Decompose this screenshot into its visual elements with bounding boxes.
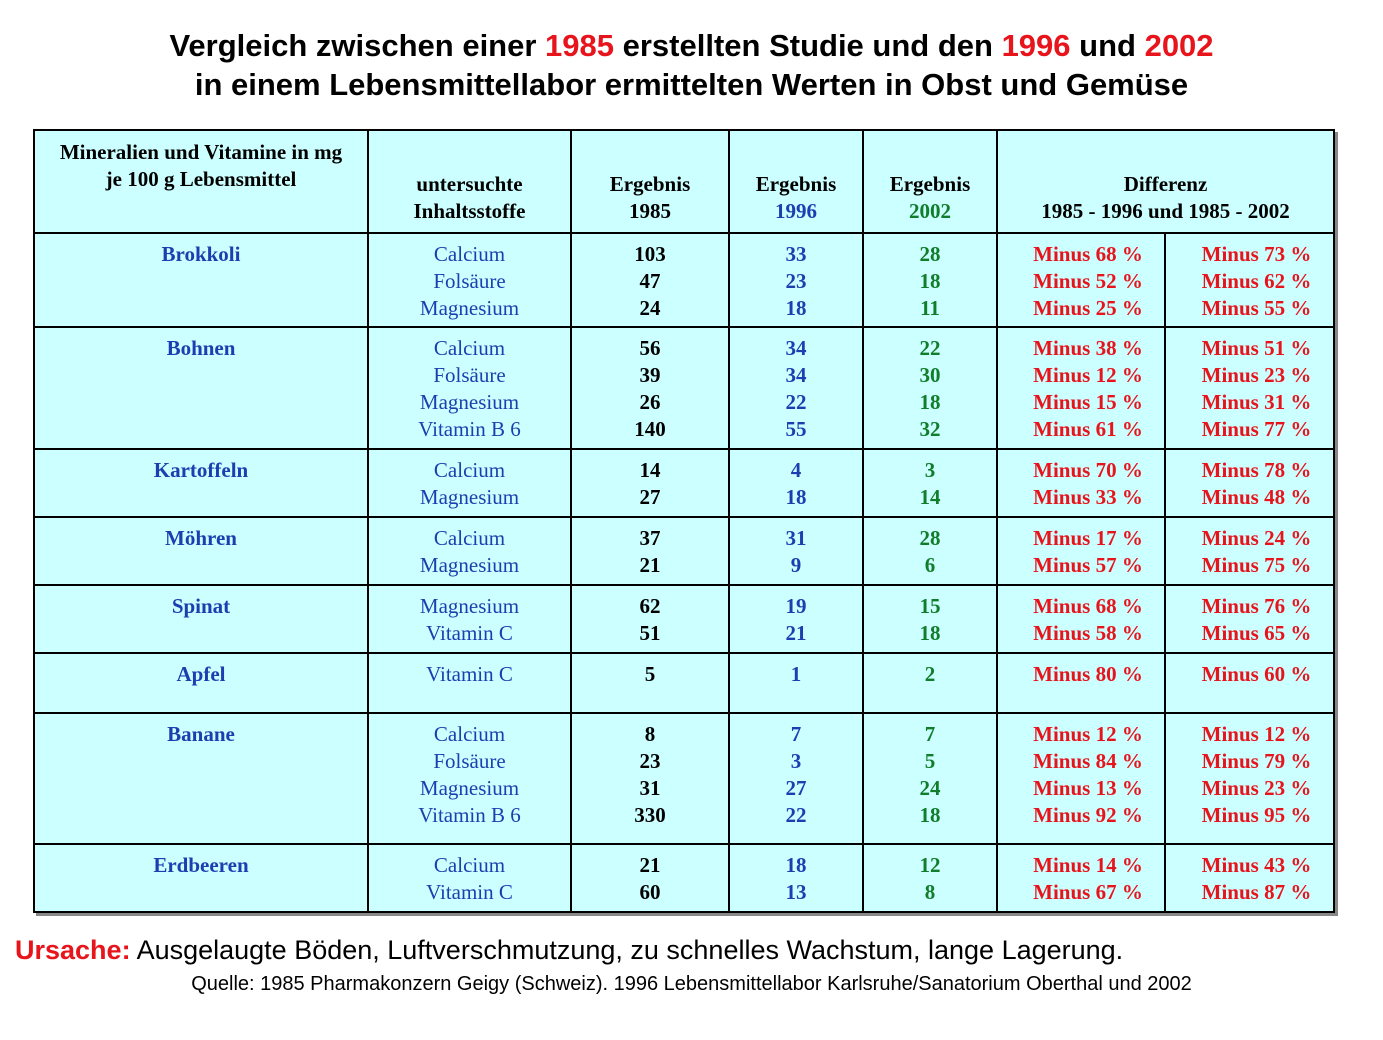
table-row bbox=[34, 517, 1334, 585]
diff-2002-cell bbox=[1165, 233, 1334, 327]
table-row bbox=[34, 233, 1334, 327]
value-1996: 19 bbox=[785, 594, 807, 618]
food-cell bbox=[34, 653, 368, 713]
food-name: Spinat bbox=[171, 594, 231, 618]
diff-1996: Minus 38 % bbox=[1033, 336, 1143, 360]
value-2002: 14 bbox=[919, 485, 941, 509]
title-year-2002: 2002 bbox=[1144, 28, 1214, 63]
value-2002: 12 bbox=[919, 853, 941, 877]
substance: Folsäure bbox=[433, 363, 506, 387]
diff-1996: Minus 80 % bbox=[1033, 662, 1143, 686]
food-cell bbox=[34, 713, 368, 844]
header-year-1985: 1985 bbox=[629, 199, 671, 223]
diff-2002: Minus 51 % bbox=[1201, 336, 1312, 360]
header-nutrients bbox=[34, 130, 368, 233]
table-row bbox=[34, 713, 1334, 844]
value-1985-cell bbox=[571, 233, 729, 327]
diff-1996: Minus 25 % bbox=[1033, 296, 1143, 320]
title-line-2: in einem Lebensmittellabor ermittelten Werten in Obst und Gemüse bbox=[194, 67, 1189, 102]
food-name: Banane bbox=[167, 722, 235, 746]
substance: Vitamin B 6 bbox=[418, 803, 521, 827]
title-text: erstellten Studie und den bbox=[614, 28, 1002, 63]
header-result-label: Ergebnis bbox=[755, 172, 837, 196]
diff-2002: Minus 79 % bbox=[1201, 749, 1312, 773]
value-1996: 34 bbox=[785, 363, 807, 387]
diff-1996: Minus 68 % bbox=[1033, 594, 1143, 618]
diff-2002-cell bbox=[1165, 713, 1334, 844]
value-1996: 18 bbox=[785, 296, 807, 320]
value-2002: 8 bbox=[924, 880, 936, 904]
diff-1996: Minus 57 % bbox=[1033, 553, 1143, 577]
substance: Folsäure bbox=[433, 269, 506, 293]
diff-1996: Minus 70 % bbox=[1033, 458, 1143, 482]
diff-2002-cell bbox=[1165, 449, 1334, 517]
page-title bbox=[0, 26, 1383, 104]
value-1996: 18 bbox=[785, 485, 807, 509]
value-2002-cell bbox=[863, 653, 997, 713]
diff-2002: Minus 55 % bbox=[1201, 296, 1312, 320]
table-row bbox=[34, 844, 1334, 912]
diff-1996: Minus 13 % bbox=[1033, 776, 1143, 800]
value-1985-cell bbox=[571, 844, 729, 912]
comparison-table bbox=[33, 129, 1335, 913]
value-1996: 31 bbox=[785, 526, 807, 550]
substance: Magnesium bbox=[419, 776, 520, 800]
diff-1996: Minus 68 % bbox=[1033, 242, 1143, 266]
substance: Calcium bbox=[433, 458, 506, 482]
diff-2002: Minus 43 % bbox=[1201, 853, 1312, 877]
value-2002: 18 bbox=[919, 621, 941, 645]
food-cell bbox=[34, 449, 368, 517]
table-row bbox=[34, 653, 1334, 713]
value-2002: 5 bbox=[924, 749, 936, 773]
value-2002: 7 bbox=[924, 722, 936, 746]
value-1996-cell bbox=[729, 517, 863, 585]
diff-2002: Minus 48 % bbox=[1201, 485, 1312, 509]
value-1996-cell bbox=[729, 844, 863, 912]
diff-1996: Minus 92 % bbox=[1033, 803, 1143, 827]
food-cell bbox=[34, 585, 368, 653]
value-1996: 1 bbox=[790, 662, 802, 686]
value-1985: 31 bbox=[639, 776, 661, 800]
value-1985: 23 bbox=[639, 749, 661, 773]
substance-cell bbox=[368, 327, 571, 449]
diff-2002-cell bbox=[1165, 327, 1334, 449]
value-1985: 8 bbox=[644, 722, 656, 746]
diff-1996-cell bbox=[997, 844, 1165, 912]
header-nutrients-text: Mineralien und Vitamine in mg je 100 g Lebensmittel bbox=[59, 140, 343, 191]
value-1996: 22 bbox=[785, 390, 807, 414]
food-name: Apfel bbox=[176, 662, 226, 686]
cause-text: Ausgelaugte Böden, Luftverschmutzung, zu schnelles Wachstum, lange Lagerung. bbox=[130, 935, 1124, 965]
header-result-1996 bbox=[729, 130, 863, 233]
value-2002: 30 bbox=[919, 363, 941, 387]
table-body bbox=[34, 233, 1334, 912]
value-1996: 3 bbox=[790, 749, 802, 773]
substance: Calcium bbox=[433, 722, 506, 746]
value-1996: 33 bbox=[785, 242, 807, 266]
header-year-2002: 2002 bbox=[909, 199, 951, 223]
table-row bbox=[34, 449, 1334, 517]
substance: Magnesium bbox=[419, 296, 520, 320]
substance: Calcium bbox=[433, 336, 506, 360]
food-name: Bohnen bbox=[166, 336, 236, 360]
value-1985-cell bbox=[571, 585, 729, 653]
food-name: Erdbeeren bbox=[153, 853, 249, 877]
substance: Vitamin C bbox=[426, 621, 513, 645]
value-1985-cell bbox=[571, 449, 729, 517]
value-2002: 24 bbox=[919, 776, 941, 800]
value-2002: 18 bbox=[919, 803, 941, 827]
cause-label: Ursache: bbox=[15, 935, 131, 965]
value-2002: 11 bbox=[920, 296, 940, 320]
diff-1996-cell bbox=[997, 713, 1165, 844]
substance: Magnesium bbox=[419, 390, 520, 414]
substance-cell bbox=[368, 585, 571, 653]
value-1996: 22 bbox=[785, 803, 807, 827]
source-line: Quelle: 1985 Pharmakonzern Geigy (Schweiz). 1996 Lebensmittellabor Karlsruhe/Sanatorium Oberthal und 2002 bbox=[191, 973, 1192, 995]
diff-1996: Minus 52 % bbox=[1033, 269, 1143, 293]
diff-1996-cell bbox=[997, 327, 1165, 449]
food-name: Brokkoli bbox=[161, 242, 241, 266]
diff-2002: Minus 75 % bbox=[1201, 553, 1312, 577]
diff-2002: Minus 76 % bbox=[1201, 594, 1312, 618]
value-1985: 56 bbox=[639, 336, 661, 360]
value-2002-cell bbox=[863, 844, 997, 912]
header-substances-text: untersuchte Inhaltsstoffe bbox=[413, 172, 526, 223]
value-1996: 23 bbox=[785, 269, 807, 293]
diff-2002-cell bbox=[1165, 844, 1334, 912]
value-1985: 47 bbox=[639, 269, 661, 293]
value-1996-cell bbox=[729, 327, 863, 449]
value-2002: 3 bbox=[924, 458, 936, 482]
substance: Magnesium bbox=[419, 485, 520, 509]
value-1985-cell bbox=[571, 713, 729, 844]
diff-2002: Minus 23 % bbox=[1201, 776, 1312, 800]
value-1985: 140 bbox=[634, 417, 666, 441]
value-2002: 32 bbox=[919, 417, 941, 441]
substance: Calcium bbox=[433, 853, 506, 877]
value-1985: 330 bbox=[634, 803, 666, 827]
substance: Folsäure bbox=[433, 749, 506, 773]
diff-2002-cell bbox=[1165, 653, 1334, 713]
value-1985: 21 bbox=[639, 853, 661, 877]
substance-cell bbox=[368, 449, 571, 517]
value-1996: 34 bbox=[785, 336, 807, 360]
diff-2002: Minus 65 % bbox=[1201, 621, 1312, 645]
value-1996: 21 bbox=[785, 621, 807, 645]
substance-cell bbox=[368, 517, 571, 585]
diff-2002-cell bbox=[1165, 517, 1334, 585]
title-text: und bbox=[1070, 28, 1145, 63]
substance-cell bbox=[368, 233, 571, 327]
substance: Magnesium bbox=[419, 553, 520, 577]
diff-1996-cell bbox=[997, 233, 1165, 327]
value-2002-cell bbox=[863, 517, 997, 585]
diff-2002: Minus 95 % bbox=[1201, 803, 1312, 827]
header-year-1996: 1996 bbox=[775, 199, 817, 223]
value-1985: 24 bbox=[639, 296, 661, 320]
value-1996: 4 bbox=[790, 458, 802, 482]
substance: Calcium bbox=[433, 526, 506, 550]
value-1985-cell bbox=[571, 517, 729, 585]
value-1985-cell bbox=[571, 653, 729, 713]
substance: Vitamin C bbox=[426, 662, 513, 686]
diff-1996-cell bbox=[997, 585, 1165, 653]
value-1985: 27 bbox=[639, 485, 661, 509]
substance: Vitamin C bbox=[426, 880, 513, 904]
substance-cell bbox=[368, 653, 571, 713]
diff-1996-cell bbox=[997, 653, 1165, 713]
value-2002: 28 bbox=[919, 526, 941, 550]
header-substances bbox=[368, 130, 571, 233]
title-year-1985: 1985 bbox=[545, 28, 615, 63]
diff-2002: Minus 62 % bbox=[1201, 269, 1312, 293]
diff-2002: Minus 77 % bbox=[1201, 417, 1312, 441]
diff-1996-cell bbox=[997, 517, 1165, 585]
value-2002: 6 bbox=[924, 553, 936, 577]
value-1996-cell bbox=[729, 713, 863, 844]
table-header-row bbox=[34, 130, 1334, 233]
food-cell bbox=[34, 517, 368, 585]
value-1985: 5 bbox=[644, 662, 656, 686]
food-name: Kartoffeln bbox=[153, 458, 249, 482]
header-result-1985 bbox=[571, 130, 729, 233]
food-name: Möhren bbox=[165, 526, 237, 550]
diff-1996: Minus 14 % bbox=[1033, 853, 1143, 877]
value-1985: 14 bbox=[639, 458, 661, 482]
value-1996: 55 bbox=[785, 417, 807, 441]
value-1985: 103 bbox=[634, 242, 666, 266]
cause-line bbox=[15, 932, 1375, 968]
value-1985: 60 bbox=[639, 880, 661, 904]
diff-1996: Minus 84 % bbox=[1033, 749, 1143, 773]
value-2002: 2 bbox=[924, 662, 936, 686]
value-1985-cell bbox=[571, 327, 729, 449]
diff-1996: Minus 61 % bbox=[1033, 417, 1143, 441]
header-result-2002 bbox=[863, 130, 997, 233]
value-1996: 9 bbox=[790, 553, 802, 577]
value-2002: 18 bbox=[919, 390, 941, 414]
table-row bbox=[34, 327, 1334, 449]
header-difference-label: Differenz bbox=[1123, 172, 1208, 196]
substance: Calcium bbox=[433, 242, 506, 266]
diff-2002: Minus 23 % bbox=[1201, 363, 1312, 387]
header-result-label: Ergebnis bbox=[889, 172, 971, 196]
value-1996: 7 bbox=[790, 722, 802, 746]
value-1985: 51 bbox=[639, 621, 661, 645]
value-1996: 27 bbox=[785, 776, 807, 800]
value-2002-cell bbox=[863, 449, 997, 517]
value-1996-cell bbox=[729, 449, 863, 517]
value-2002-cell bbox=[863, 327, 997, 449]
substance-cell bbox=[368, 713, 571, 844]
value-1985: 26 bbox=[639, 390, 661, 414]
diff-2002: Minus 31 % bbox=[1201, 390, 1312, 414]
diff-1996: Minus 67 % bbox=[1033, 880, 1143, 904]
diff-1996: Minus 15 % bbox=[1033, 390, 1143, 414]
value-2002: 22 bbox=[919, 336, 941, 360]
value-1996-cell bbox=[729, 233, 863, 327]
diff-2002: Minus 24 % bbox=[1201, 526, 1312, 550]
substance-cell bbox=[368, 844, 571, 912]
diff-2002: Minus 60 % bbox=[1201, 662, 1312, 686]
title-line-1 bbox=[0, 26, 1383, 65]
diff-1996: Minus 17 % bbox=[1033, 526, 1143, 550]
diff-2002: Minus 73 % bbox=[1201, 242, 1312, 266]
value-2002: 18 bbox=[919, 269, 941, 293]
value-2002: 28 bbox=[919, 242, 941, 266]
header-result-label: Ergebnis bbox=[609, 172, 691, 196]
header-difference-sub: 1985 - 1996 und 1985 - 2002 bbox=[1041, 199, 1290, 223]
diff-1996: Minus 33 % bbox=[1033, 485, 1143, 509]
diff-2002-cell bbox=[1165, 585, 1334, 653]
diff-2002: Minus 87 % bbox=[1201, 880, 1312, 904]
food-cell bbox=[34, 844, 368, 912]
diff-1996: Minus 12 % bbox=[1033, 722, 1143, 746]
header-difference bbox=[997, 130, 1334, 233]
table-row bbox=[34, 585, 1334, 653]
value-1996-cell bbox=[729, 585, 863, 653]
value-1996: 13 bbox=[785, 880, 807, 904]
diff-1996-cell bbox=[997, 449, 1165, 517]
value-1985: 62 bbox=[639, 594, 661, 618]
value-1985: 39 bbox=[639, 363, 661, 387]
title-year-1996: 1996 bbox=[1001, 28, 1071, 63]
diff-1996: Minus 58 % bbox=[1033, 621, 1143, 645]
value-1996: 18 bbox=[785, 853, 807, 877]
value-1985: 37 bbox=[639, 526, 661, 550]
value-2002: 15 bbox=[919, 594, 941, 618]
value-2002-cell bbox=[863, 233, 997, 327]
value-1996-cell bbox=[729, 653, 863, 713]
food-cell bbox=[34, 233, 368, 327]
diff-2002: Minus 78 % bbox=[1201, 458, 1312, 482]
value-1985: 21 bbox=[639, 553, 661, 577]
value-2002-cell bbox=[863, 585, 997, 653]
diff-2002: Minus 12 % bbox=[1201, 722, 1312, 746]
title-text: Vergleich zwischen einer bbox=[169, 28, 546, 63]
substance: Magnesium bbox=[419, 594, 520, 618]
value-2002-cell bbox=[863, 713, 997, 844]
substance: Vitamin B 6 bbox=[418, 417, 521, 441]
food-cell bbox=[34, 327, 368, 449]
diff-1996: Minus 12 % bbox=[1033, 363, 1143, 387]
